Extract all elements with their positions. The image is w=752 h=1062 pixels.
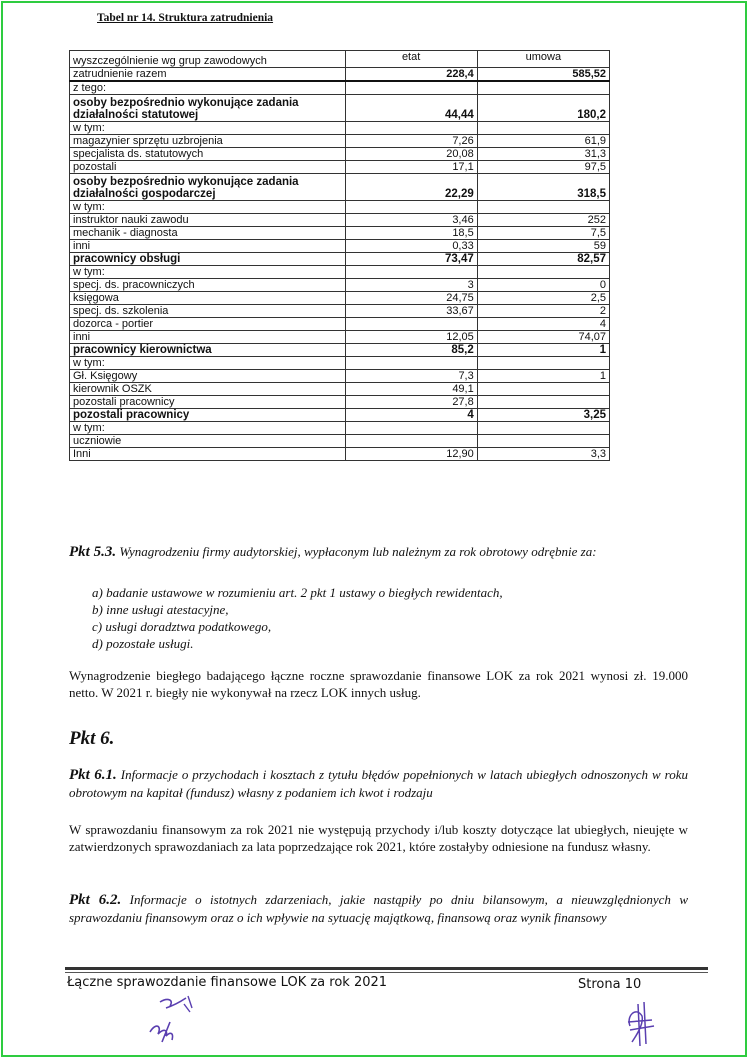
pkt-6-2-text: Informacje o istotnych zdarzeniach, jakie nastąpiły po dniu bilansowym, a nieuwzględnionych w sprawozdaniu finansowym oraz o ich wpływie na sytuację majątkową, finansową oraz wynik finansowy — [69, 892, 688, 925]
table-row — [70, 266, 610, 279]
list-item: b) inne usługi atestacyjne, — [92, 602, 229, 617]
table-row — [70, 422, 610, 435]
pkt-6-1-paragraph — [69, 766, 688, 801]
row-umowa: 585,52 — [477, 68, 609, 82]
row-label: z tego: — [70, 81, 346, 95]
row-etat: 7,26 — [345, 135, 477, 148]
row-etat: 44,44 — [345, 95, 477, 122]
pkt-5-3-body: Wynagrodzenie biegłego badającego łączne roczne sprawozdanie finansowe LOK za rok 2021 wynosi zł. 19.000 netto. W 2021 r. biegły nie wykonywał na rzecz LOK innych usług. — [69, 668, 688, 700]
pkt-5-3-list — [92, 584, 503, 652]
list-item: d) pozostałe usługi. — [92, 636, 194, 651]
row-label: w tym: — [70, 122, 346, 135]
row-label: osoby bezpośrednio wykonujące zadania działalności gospodarczej — [70, 174, 346, 201]
row-label: inni — [70, 240, 346, 253]
row-etat: 0,33 — [345, 240, 477, 253]
row-etat — [345, 435, 477, 448]
table-row — [70, 214, 610, 227]
row-umowa — [477, 383, 609, 396]
row-etat: 49,1 — [345, 383, 477, 396]
header-umowa: umowa — [477, 51, 609, 68]
table-row — [70, 68, 610, 82]
row-umowa — [477, 396, 609, 409]
row-label: księgowa — [70, 292, 346, 305]
table-row — [70, 357, 610, 370]
table-row — [70, 253, 610, 266]
pkt-6-2-label: Pkt 6.2. — [69, 892, 122, 908]
row-label: w tym: — [70, 422, 346, 435]
row-label: inni — [70, 331, 346, 344]
row-label: pozostali pracownicy — [70, 396, 346, 409]
row-etat: 33,67 — [345, 305, 477, 318]
table-header-row — [70, 51, 610, 68]
row-umowa — [477, 266, 609, 279]
row-label: pracownicy kierownictwa — [70, 344, 346, 357]
row-etat: 4 — [345, 409, 477, 422]
row-umowa: 180,2 — [477, 95, 609, 122]
row-label: instruktor nauki zawodu — [70, 214, 346, 227]
row-label: Gł. Księgowy — [70, 370, 346, 383]
row-etat — [345, 422, 477, 435]
row-umowa — [477, 122, 609, 135]
table-row — [70, 174, 610, 201]
table-row — [70, 279, 610, 292]
table-row — [70, 318, 610, 331]
row-umowa: 252 — [477, 214, 609, 227]
row-etat: 85,2 — [345, 344, 477, 357]
row-umowa — [477, 201, 609, 214]
table-row — [70, 396, 610, 409]
list-item: a) badanie ustawowe w rozumieniu art. 2 pkt 1 ustawy o biegłych rewidentach, — [92, 585, 503, 600]
row-label: Inni — [70, 448, 346, 461]
row-etat: 20,08 — [345, 148, 477, 161]
row-umowa — [477, 435, 609, 448]
table-row — [70, 331, 610, 344]
table-row — [70, 135, 610, 148]
row-umowa: 3,25 — [477, 409, 609, 422]
row-etat — [345, 357, 477, 370]
row-umowa: 3,3 — [477, 448, 609, 461]
pkt-6-heading: Pkt 6. — [69, 728, 115, 749]
row-etat — [345, 318, 477, 331]
pkt-5-3-label: Pkt 5.3. — [69, 544, 117, 560]
row-etat: 3,46 — [345, 214, 477, 227]
row-etat: 17,1 — [345, 161, 477, 174]
row-etat: 73,47 — [345, 253, 477, 266]
row-label: pozostali pracownicy — [70, 409, 346, 422]
row-label: w tym: — [70, 201, 346, 214]
table-title: Tabel nr 14. Struktura zatrudnienia — [97, 12, 274, 24]
row-umowa — [477, 357, 609, 370]
row-etat: 27,8 — [345, 396, 477, 409]
row-etat: 7,3 — [345, 370, 477, 383]
row-umowa: 61,9 — [477, 135, 609, 148]
table-row — [70, 292, 610, 305]
row-umowa: 97,5 — [477, 161, 609, 174]
row-etat — [345, 122, 477, 135]
footer-page-number: Strona 10 — [578, 977, 642, 992]
table-row — [70, 344, 610, 357]
row-etat — [345, 81, 477, 95]
table-row — [70, 201, 610, 214]
row-label: specjalista ds. statutowych — [70, 148, 346, 161]
pkt-6-2-paragraph — [69, 891, 688, 926]
row-umowa: 0 — [477, 279, 609, 292]
header-etat: etat — [345, 51, 477, 68]
row-etat: 12,90 — [345, 448, 477, 461]
row-etat — [345, 266, 477, 279]
row-label: specj. ds. szkolenia — [70, 305, 346, 318]
table-row — [70, 305, 610, 318]
row-umowa: 7,5 — [477, 227, 609, 240]
row-umowa: 1 — [477, 344, 609, 357]
pkt-6-1-text: Informacje o przychodach i kosztach z tytułu błędów popełnionych w latach ubiegłych odnoszonych w roku obrotowym na kapitał (fundusz) własny z podaniem ich kwot i rodzaju — [69, 767, 688, 800]
row-umowa: 318,5 — [477, 174, 609, 201]
row-etat: 12,05 — [345, 331, 477, 344]
row-label: osoby bezpośrednio wykonujące zadania działalności statutowej — [70, 95, 346, 122]
pkt-5-3-text: Wynagrodzeniu firmy audytorskiej, wypłaconym lub należnym za rok obrotowy odrębnie za: — [119, 544, 597, 559]
employment-table — [69, 50, 610, 461]
row-label: dozorca - portier — [70, 318, 346, 331]
row-etat — [345, 201, 477, 214]
row-umowa: 2,5 — [477, 292, 609, 305]
row-label: specj. ds. pracowniczych — [70, 279, 346, 292]
pkt-5-3-paragraph — [69, 543, 688, 561]
table-row — [70, 122, 610, 135]
row-etat: 22,29 — [345, 174, 477, 201]
table-row — [70, 448, 610, 461]
table-row — [70, 227, 610, 240]
footer-rule-thin — [65, 972, 708, 973]
table-row — [70, 95, 610, 122]
row-umowa: 4 — [477, 318, 609, 331]
signature-left-icon — [140, 992, 200, 1050]
row-etat: 18,5 — [345, 227, 477, 240]
row-umowa — [477, 81, 609, 95]
table-row — [70, 161, 610, 174]
row-umowa: 1 — [477, 370, 609, 383]
row-label: w tym: — [70, 266, 346, 279]
table-row — [70, 435, 610, 448]
pkt-6-1-body: W sprawozdaniu finansowym za rok 2021 nie występują przychody i/lub koszty dotyczące lat ubiegłych, nieujęte w zatwierdzonych sprawozdaniach za lata poprzedzające rok 2021, które zostałyby odniesione na fundusz własny. — [69, 822, 688, 854]
row-umowa: 74,07 — [477, 331, 609, 344]
row-etat: 3 — [345, 279, 477, 292]
row-label: w tym: — [70, 357, 346, 370]
row-label: zatrudnienie razem — [70, 68, 346, 82]
row-label: pracownicy obsługi — [70, 253, 346, 266]
row-label: pozostali — [70, 161, 346, 174]
header-category: wyszczególnienie wg grup zawodowych — [70, 51, 346, 68]
pkt-6-1-label: Pkt 6.1. — [69, 767, 117, 783]
row-label: uczniowie — [70, 435, 346, 448]
row-umowa: 59 — [477, 240, 609, 253]
row-label: kierownik OSZK — [70, 383, 346, 396]
table-row — [70, 148, 610, 161]
table-row — [70, 81, 610, 95]
footer-document-title: Łączne sprawozdanie finansowe LOK za rok 2021 — [67, 975, 388, 990]
list-item: c) usługi doradztwa podatkowego, — [92, 619, 272, 634]
row-umowa: 2 — [477, 305, 609, 318]
row-umowa: 31,3 — [477, 148, 609, 161]
signature-right-icon — [618, 996, 662, 1050]
row-label: magazynier sprzętu uzbrojenia — [70, 135, 346, 148]
table-row — [70, 409, 610, 422]
row-etat: 24,75 — [345, 292, 477, 305]
table-row — [70, 383, 610, 396]
row-etat: 228,4 — [345, 68, 477, 82]
row-label: mechanik - diagnosta — [70, 227, 346, 240]
row-umowa — [477, 422, 609, 435]
row-umowa: 82,57 — [477, 253, 609, 266]
table-row — [70, 370, 610, 383]
table-row — [70, 240, 610, 253]
footer-rule — [65, 967, 708, 970]
